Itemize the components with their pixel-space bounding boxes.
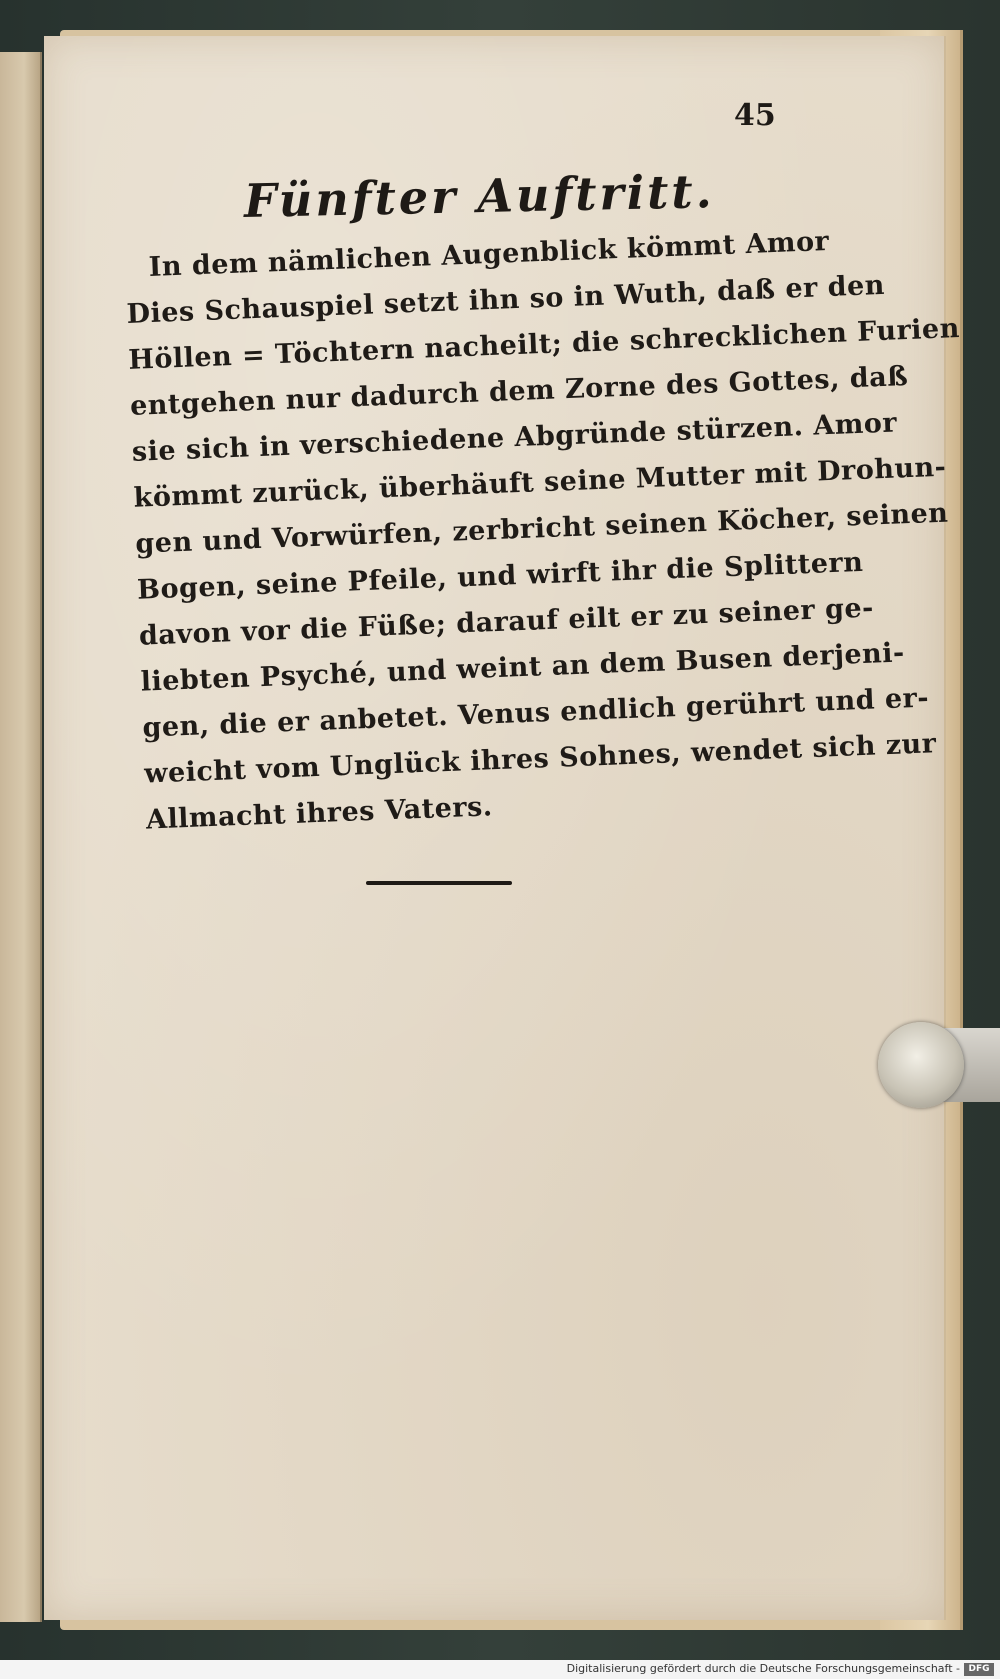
text-line: kömmt zurück, überhäuft seine Mutter mit Drohun- [133,451,947,514]
scene-heading: Fünfter Auftritt. [243,164,716,228]
facing-page-edge [0,52,42,1622]
text-line: gen und Vorwürfen, zerbricht seinen Köcher, seinen [134,497,949,560]
footer-bar [0,1660,1000,1679]
text-line: Allmacht ihres Vaters. [145,791,494,836]
clip-disc [878,1022,964,1108]
text-line: davon vor die Füße; darauf eilt er zu seiner ge- [138,592,875,652]
text-line: gen, die er anbetet. Venus endlich gerührt und er- [141,682,930,744]
page-clip [878,1022,1000,1108]
text-line: weicht vom Unglück ihres Sohnes, wendet sich zur [143,728,938,790]
text-line: Dies Schauspiel setzt ihn so in Wuth, daß er den [126,269,886,330]
book-page [44,36,961,1620]
text-line: Höllen = Töchtern nacheilt; die schrecklichen Furien [127,312,961,376]
text-line: Bogen, seine Pfeile, und wirft ihr die Splittern [136,546,864,606]
end-rule [366,881,512,885]
text-line: sie sich in verschiedene Abgründe stürzen. Amor [131,407,898,468]
footer-credit: Digitalisierung gefördert durch die Deutsche Forschungsgemeinschaft - [566,1662,960,1675]
body-text [124,219,961,843]
text-line: entgehen nur dadurch dem Zorne des Gottes, daß [129,361,909,422]
text-line: liebten Psyché, und weint an dem Busen derjeni- [140,637,906,698]
text-line: In dem nämlichen Augenblick kömmt Amor [148,225,830,284]
dfg-logo: DFG [964,1663,994,1676]
page-number: 45 [734,98,776,133]
